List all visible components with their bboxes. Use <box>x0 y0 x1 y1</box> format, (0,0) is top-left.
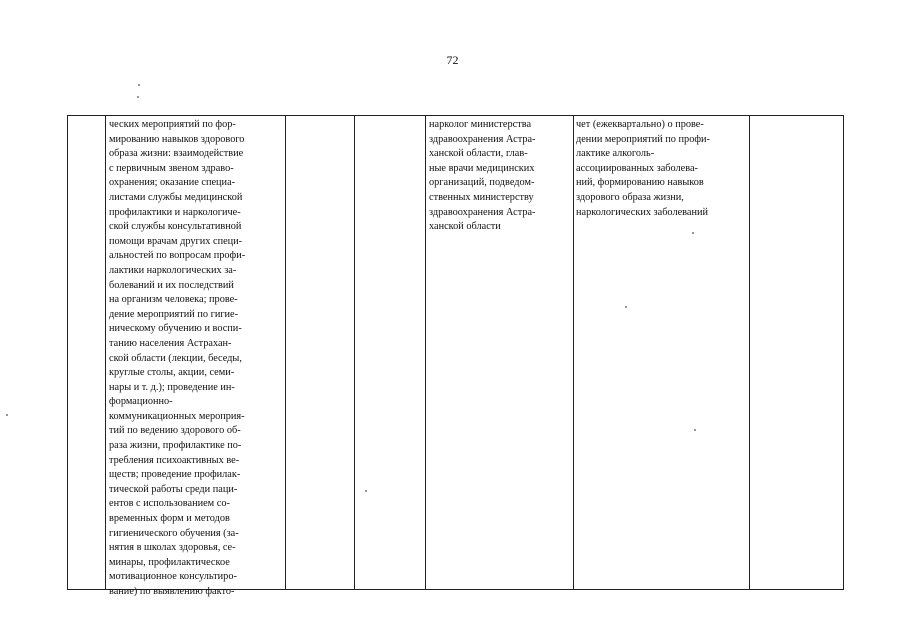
text-line: ханской области <box>429 221 501 233</box>
text-line: дение мероприятий по гигие- <box>109 308 239 320</box>
column-divider <box>425 116 426 589</box>
scan-speck <box>6 414 8 416</box>
text-line: раза жизни, профилактике по- <box>109 440 242 452</box>
text-line: ные врачи медицинских <box>429 162 535 174</box>
column-divider <box>749 116 750 589</box>
text-line: помощи врачам других специ- <box>109 235 243 247</box>
text-line: нарколог министерства <box>429 119 532 130</box>
text-line: нары и т. д.); проведение ин- <box>109 381 235 393</box>
scan-speck <box>365 490 367 492</box>
text-line: ническому обучению и воспи- <box>109 323 242 335</box>
text-line: ассоциированных заболева- <box>576 162 698 174</box>
text-line: ческих мероприятий по фор- <box>109 119 236 130</box>
text-line: ентов с использованием со- <box>109 498 230 510</box>
text-line: ской области (лекции, беседы, <box>109 352 242 364</box>
text-line: ственных министерству <box>429 191 534 203</box>
column-divider <box>354 116 355 589</box>
text-line: наркологических заболеваний <box>576 206 708 218</box>
column-divider <box>573 116 574 589</box>
text-line: на организм человека; прове- <box>109 294 238 306</box>
cell-result <box>576 118 710 220</box>
text-line: ний, формированию навыков <box>576 177 704 189</box>
column-divider <box>105 116 106 589</box>
scan-speck <box>692 232 694 234</box>
text-line: здравоохранения Астра- <box>429 133 536 145</box>
text-line: организаций, подведом- <box>429 177 535 189</box>
scan-speck <box>694 429 696 431</box>
measures-table <box>67 115 844 597</box>
text-line: здравоохранения Астра- <box>429 206 536 218</box>
text-line: ской службы консультативной <box>109 221 242 233</box>
text-line: коммуникационных мероприя- <box>109 410 245 422</box>
text-line: альностей по вопросам профи- <box>109 250 246 262</box>
text-line: мированию навыков здорового <box>109 133 245 145</box>
text-line: здорового образа жизни, <box>576 191 684 203</box>
text-line: тической работы среди паци- <box>109 483 238 495</box>
page-number: 72 <box>446 53 459 67</box>
scan-speck <box>138 84 140 86</box>
text-line: минары, профилактическое <box>109 556 230 568</box>
scan-speck <box>625 306 627 308</box>
cell-responsible <box>429 118 535 235</box>
text-line: нятия в школах здоровья, се- <box>109 542 236 554</box>
text-line: мотивационное консультиро- <box>109 571 237 583</box>
text-line: лактике алкоголь- <box>576 148 655 160</box>
text-line: гигиенического обучения (за- <box>109 527 239 539</box>
text-line: охранения; оказание специа- <box>109 177 236 189</box>
text-line: круглые столы, акции, семи- <box>109 367 235 379</box>
text-line: образа жизни: взаимодействие <box>109 148 244 160</box>
text-line: ществ; проведение профилак- <box>109 469 241 481</box>
cell-measures <box>109 118 245 600</box>
scan-speck <box>137 96 139 98</box>
text-line: ханской области, глав- <box>429 148 528 160</box>
text-line: болеваний и их последствий <box>109 279 234 291</box>
text-line: вание) по выявлению факто- <box>109 586 235 597</box>
text-line: тий по ведению здорового об- <box>109 425 241 437</box>
text-line: листами службы медицинской <box>109 191 243 203</box>
text-line: с первичным звеном здраво- <box>109 162 234 174</box>
text-line: профилактики и наркологиче- <box>109 206 241 218</box>
text-line: временных форм и методов <box>109 513 230 525</box>
text-line: лактики наркологических за- <box>109 264 237 276</box>
text-line: танию населения Астрахан- <box>109 337 232 349</box>
text-line: требления психоактивных ве- <box>109 454 240 466</box>
text-line: формационно- <box>109 396 173 408</box>
text-line: чет (ежеквартально) о прове- <box>576 119 704 130</box>
column-divider <box>285 116 286 589</box>
text-line: дении мероприятий по профи- <box>576 133 710 145</box>
